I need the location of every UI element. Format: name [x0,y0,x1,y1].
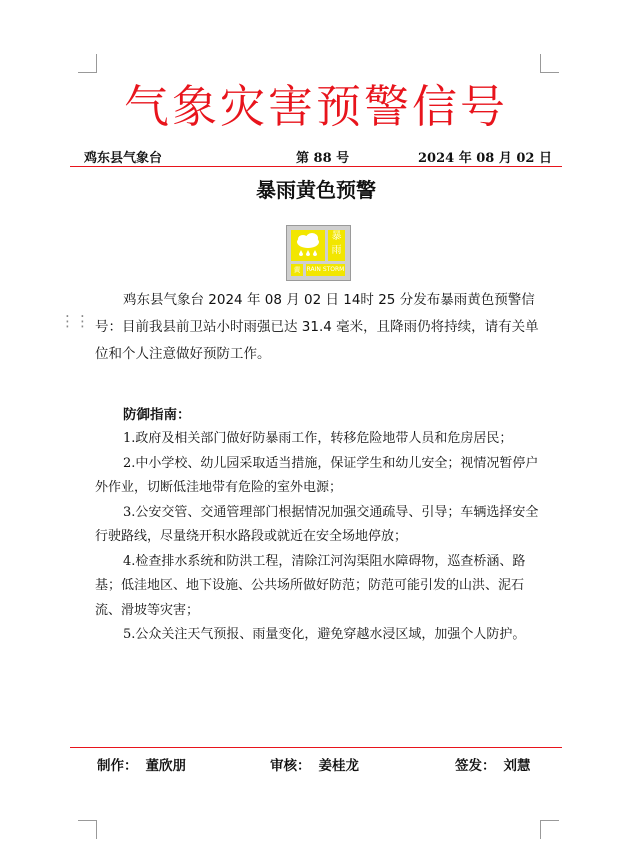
issue-number: 第 88 号 [296,151,350,166]
document-title: 气象灾害预警信号 [123,80,508,133]
crop-mark-bottom-left [78,820,97,839]
guide-item: 3.公安交管、交通管理部门根据情况加强交通疏导、引导；车辆选择安全行驶路线，尽量绕开积水路段或就近在安全场地停放； [95,504,539,544]
drag-handle-icon[interactable]: ⋮⋮ [60,312,90,330]
signal-english-label: RAIN STORM [306,264,345,276]
crop-mark-top-right [540,54,559,73]
guide-item: 5.公众关注天气预报、雨量变化，避免穿越水浸区域，加强个人防护。 [123,627,526,642]
guide-item: 1.政府及相关部门做好防暴雨工作，转移危险地带人员和危房居民； [123,431,513,446]
issue-date: 2024 年 08 月 02 日 [418,151,552,166]
guide-item: 2.中小学校、幼儿园采取适当措施，保证学生和幼儿安全；视情况暂停户外作业，切断低洼地带有危险的室外电源； [95,455,539,495]
footer-signer [455,757,531,775]
guide-list [95,427,539,648]
footer-reviewer [270,757,359,775]
header-divider [70,166,562,167]
producer-name: 董欣朋 [145,758,186,774]
document-header [84,147,552,167]
rainstorm-signal-icon [286,225,351,281]
signer-label: 签发： [455,758,496,774]
guide-item: 4.检查排水系统和防洪工程，清除江河沟渠阻水障碍物，巡查桥涵、路基；低洼地区、地下设施、公共场所做好防范；防范可能引发的山洪、泥石流、滑坡等灾害； [95,553,526,618]
issuer: 鸡东县气象台 [84,151,163,166]
reviewer-label: 审核： [270,758,311,774]
signal-characters: 暴雨 [328,230,345,261]
crop-mark-bottom-right [540,820,559,839]
signal-level-label: 黄 [291,264,303,276]
footer-divider [70,747,562,748]
reviewer-name: 姜桂龙 [318,758,359,774]
crop-mark-top-left [78,54,97,73]
producer-label: 制作： [97,758,138,774]
cloud-rain-icon [291,230,325,261]
warning-body: 鸡东县气象台 2024 年 08 月 02 日 14时 25 分发布暴雨黄色预警信号：目前我县前卫站小时雨强已达 31.4 毫米，且降雨仍将持续，请有关单位和个人注意做好预防工作。 [95,292,539,362]
footer-producer [97,757,186,775]
guide-title: 防御指南： [123,407,191,423]
warning-subtitle: 暴雨黄色预警 [256,178,376,202]
signer-name: 刘慧 [503,758,531,774]
